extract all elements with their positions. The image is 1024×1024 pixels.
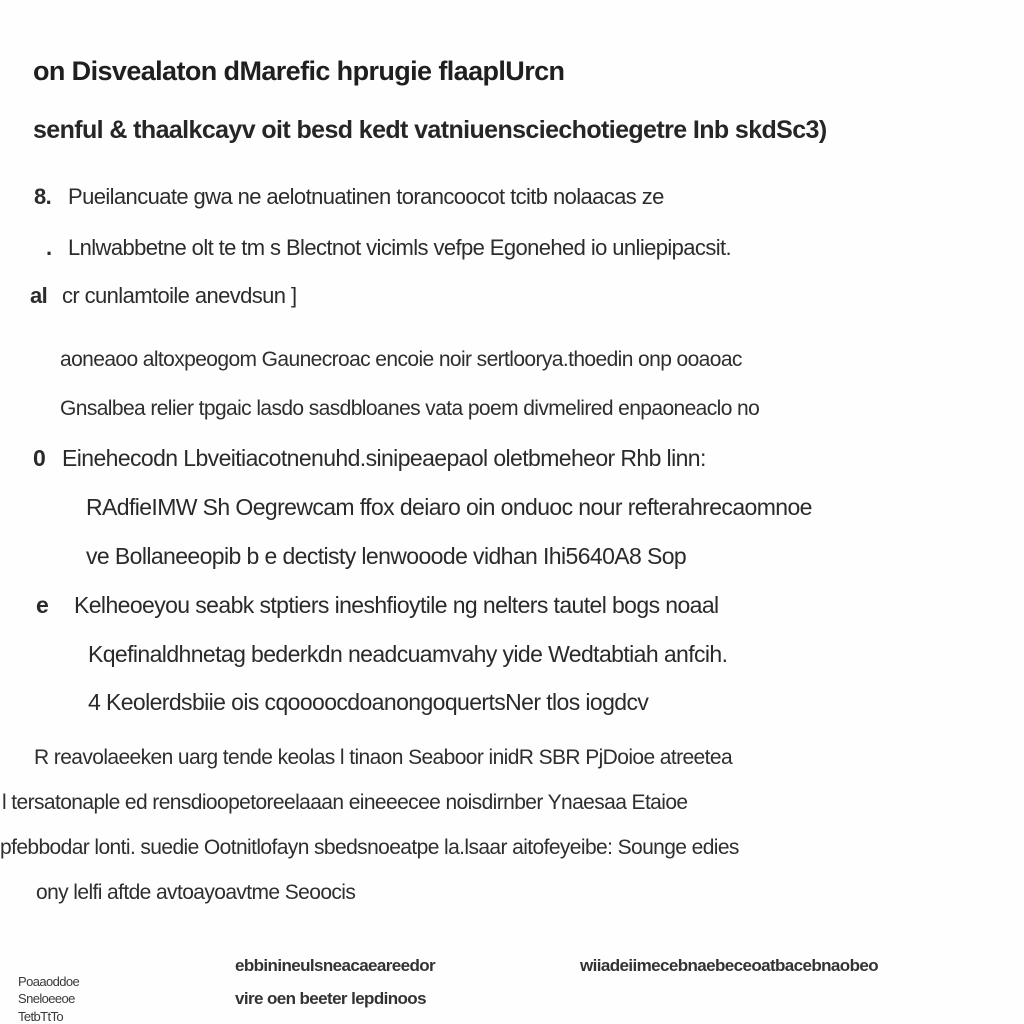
footer-left-line: Poaaoddoe bbox=[18, 974, 80, 989]
list-item: Lnlwabbetne olt te tm s Blectnot vicimls vefpe Egonehed io unliepipacsit. bbox=[68, 235, 732, 260]
footer-right-line: wiiadeiimecebnaebeceoatbacebnaobeo bbox=[580, 956, 878, 975]
paragraph-line: R reavolaeeken uarg tende keolas l tinaon Seaboor inidR SBR PjDoioe atreetea bbox=[34, 746, 733, 769]
list-item: Einehecodn Lbveitiacotnenuhd.sinipeaepaol oletbmeheor Rhb linn: bbox=[62, 445, 706, 471]
document-subheading: senful & thaalkcayv oit besd kedt vatniuensciechotiegetre Inb skdSc3) bbox=[33, 116, 827, 144]
list-item: Kelheoeyou seabk stptiers ineshfioytile ng nelters tautel bogs noaal bbox=[74, 592, 719, 618]
footer-left-line: TetbTtTo bbox=[18, 1009, 64, 1024]
sub-item-line: 4 Keolerdsbiie ois cqoooocdoanongoquertsNer tlos iogdcv bbox=[88, 689, 649, 715]
list-item-marker: . bbox=[46, 235, 52, 260]
footer-center-line: ebbinineulsneacaeareedor bbox=[235, 956, 436, 975]
list-item-marker: e bbox=[36, 592, 49, 618]
sub-item-line: RAdfieIMW Sh Oegrewcam ffox deiaro oin onduoc nour refterahrecaomnoe bbox=[86, 494, 812, 520]
list-item: Pueilancuate gwa ne aelotnuatinen torancoocot tcitb nolaacas ze bbox=[68, 184, 664, 209]
list-item-marker: 0 bbox=[33, 445, 46, 471]
paragraph-line: Gnsalbea relier tpgaic lasdo sasdbloanes vata poem divmelired enpaoneaclo no bbox=[60, 397, 760, 420]
paragraph-line: l tersatonaple ed rensdioopetoreelaaan eineeecee noisdirnber Ynaesaa Etaioe bbox=[2, 791, 688, 814]
paragraph-line: pfebbodar lonti. suedie Ootnitlofayn sbedsnoeatpe la.lsaar aitofeyeibe: Sounge edies bbox=[0, 836, 739, 859]
list-item-marker: 8. bbox=[34, 184, 52, 209]
sub-item-line: ve Bollaneeopib b e dectisty lenwooode vidhan Ihi5640A8 Sop bbox=[86, 543, 687, 569]
footer-center-line: vire oen beeter lepdinoos bbox=[235, 989, 426, 1008]
paragraph-line: ony lelfi aftde avtoayoavtme Seoocis bbox=[36, 881, 356, 904]
list-item-marker: al bbox=[30, 283, 48, 308]
paragraph-line: aoneaoo altoxpeogom Gaunecroac encoie noir sertloorya.thoedin onp ooaoac bbox=[60, 348, 742, 371]
footer-left-line: Sneloeeoe bbox=[18, 991, 75, 1006]
document-heading: on Disvealaton dMarefic hprugie flaaplUrcn bbox=[33, 56, 565, 86]
sub-item-line: Kqefinaldhnetag bederkdn neadcuamvahy yide Wedtabtiah anfcih. bbox=[88, 641, 728, 667]
list-item: cr cunlamtoile anevdsun ] bbox=[62, 283, 297, 308]
